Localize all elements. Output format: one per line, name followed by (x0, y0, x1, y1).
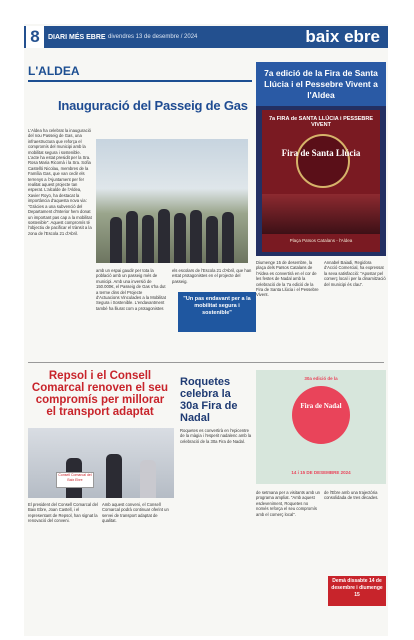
divider (28, 362, 384, 363)
divider (28, 80, 252, 82)
roquetes-text-3: de l'Ebre amb una trajectòria consolidada de tres dècades. (324, 490, 379, 501)
repsol-title: Repsol i el Consell Comarcal renoven el seu compromís per millorar el transport adaptat (31, 370, 169, 418)
repsol-text-2: Amb aquest conveni, el Consell Comarcal podrà continuar oferint un servei de transport adaptat de qualitat. (102, 502, 169, 524)
poster-title: 7a FIRA de SANTA LLÚCIA i PESSEBRE VIVENT (268, 116, 374, 128)
poster-fair-name: Fira de Nadal (300, 402, 342, 410)
person-figure (190, 210, 202, 263)
article-column-3: els escolars de l'Escola 21 d'Abril, que han estat protagonistes en el projecte del passeig. (172, 268, 252, 284)
paper-name: DIARI MÉS EBRE (48, 34, 106, 41)
poster-dates: 14 i 15 DE DESEMBRE 2024 (291, 470, 351, 475)
date-callout: Demà dissabte 14 de desembre i diumenge 15 (328, 576, 386, 606)
person-figure (126, 211, 138, 263)
page-header (24, 26, 388, 48)
poster-location: Plaça Països Catalans - l'Aldea (289, 238, 353, 243)
pull-quote: "Un pas endavant per a la mobilitat segura i sostenible" (178, 292, 256, 332)
signing-photo (28, 428, 174, 498)
inauguration-photo (96, 139, 248, 263)
person-figure (140, 460, 156, 498)
person-figure (222, 212, 234, 263)
fair-poster (262, 110, 380, 252)
ad-text-1: Diumenge 15 de desembre, la plaça dels Països Catalans de l'Aldea es convertirà en el cor de les festes de Nadal amb la celebració de la 7a edició de la Fira de Santa Llúcia i el Pessebre Vivent. (256, 260, 319, 298)
poster-fair-name: Fira de Santa Llúcia (281, 148, 361, 158)
newspaper-page (24, 24, 388, 636)
person-figure (110, 217, 122, 263)
poster-scene (262, 194, 380, 234)
article-column-2: amb un espai gaudir per tota la població amb un passeig més de municipi. Amb una inversió de 150.000€, el Passeig de Gas s'ha dut a terme dins del Projecte d'Actuacions Vinculades a la Mobilitat Segura i Sostenible. L'endavantment també ha lliurat com a protagonistes (96, 268, 166, 311)
issue-date: divendres 13 de desembre / 2024 (108, 34, 198, 40)
poster-edition: 30a edició de la (304, 376, 338, 381)
ad-text-2: Annabel Baiadi, Regidora d'Acció Comercial, ha expressat la seva satisfacció: "Apostar pel comerç local i per la dinamització del municipi és clau". (324, 260, 386, 287)
roquetes-text-2: de setmana per a visitants amb un programa ampliat. "Amb aquest esdeveniment, Roquetes no només reforça el seu compromís amb el comerç local". (256, 490, 320, 517)
person-figure (206, 216, 218, 263)
roquetes-title: Roquetes celebra la 30a Fira de Nadal (180, 376, 238, 424)
page-number: 8 (26, 26, 44, 48)
ad-headline: 7a edició de la Fira de Santa Llúcia i el Pessebre Vivent a l'Aldea (256, 62, 386, 106)
article-title: Inauguració del Passeig de Gas (58, 98, 248, 113)
roquetes-text-1: Roquetes es convertirà en l'epicentre de la màgia i l'esperit nadalenc amb la celebració de la 30a Fira de Nadal. (180, 428, 252, 444)
fair-advertisement (256, 62, 386, 256)
repsol-text-1: El president del Consell Comarcal del Baix Ebre, Joan Castell, i el representant de Repsol, han signat la renovació del conveni. (28, 502, 98, 524)
person-figure (142, 215, 154, 263)
poster-emblem (296, 134, 350, 188)
person-figure (158, 209, 170, 263)
article-kicker: L'ALDEA (28, 64, 80, 78)
council-sign: Consell Comarcal del Baix Ebre (56, 472, 94, 488)
poster-emblem (292, 386, 350, 444)
article-column-1: L'Aldea ha celebrat la inauguració del nou Passeig de Gas, una infraestructura que reforça el compromís del municipi amb la mobilitat segura i sostenible. L'acte ha estat presidit per la Sra. Rosa Maria Ricomà i la Sra. Sofia Castelló Nicolau, membres de la Família Gas, que van cedir els terrenys a l'Ajuntament per fer realitat aquest projecte tan esperat. L'alcalde de l'Aldea, Xavier Royo, ha destacat la importància d'aquesta nova via: "Gràcies a una subvenció del Departament d'Interior hem donat un important pas cap a la mobilitat sostenible". Aquest compromís té l'objectiu de pacificar el trànsit a la zona de l'Escola 21 d'Abril. (28, 128, 92, 236)
person-figure (174, 213, 186, 263)
section-title: baix ebre (305, 27, 380, 46)
person-figure (106, 454, 122, 498)
christmas-fair-poster (256, 370, 386, 484)
